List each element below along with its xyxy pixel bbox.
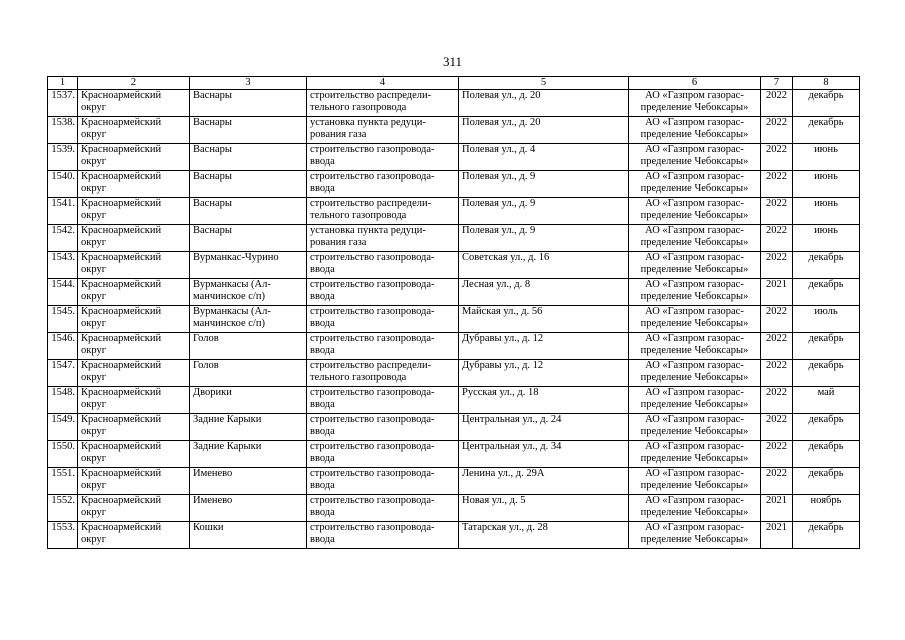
cell-line: манчинское с/п) (193, 291, 265, 302)
table-row (48, 144, 860, 171)
year-cell: 2022 (761, 360, 793, 387)
cell-line: округ (81, 372, 107, 383)
month-cell: декабрь (793, 333, 860, 360)
cell-line: АО «Газпром газорас- (645, 387, 744, 398)
column-header-1: 1 (48, 77, 78, 90)
cell-line: пределение Чебоксары» (640, 426, 749, 437)
year-cell: 2022 (761, 468, 793, 495)
cell-line: округ (81, 264, 107, 275)
locality-cell (190, 522, 307, 549)
table-row (48, 198, 860, 225)
table-row (48, 252, 860, 279)
cell-line: округ (81, 291, 107, 302)
address-cell: Центральная ул., д. 24 (459, 414, 629, 441)
cell-line: ввода (310, 345, 335, 356)
cell-line: строительство газопровода- (310, 414, 435, 425)
cell-line: манчинское с/п) (193, 318, 265, 329)
organization-cell (629, 360, 761, 387)
year-cell: 2021 (761, 279, 793, 306)
work-type-cell (307, 441, 459, 468)
work-type-cell (307, 171, 459, 198)
month-cell: май (793, 387, 860, 414)
address-cell: Полевая ул., д. 9 (459, 225, 629, 252)
cell-line: Красноармейский (81, 171, 162, 182)
month-cell: декабрь (793, 117, 860, 144)
column-header-4: 4 (307, 77, 459, 90)
district-cell (78, 306, 190, 333)
work-type-cell (307, 360, 459, 387)
table-row (48, 360, 860, 387)
cell-line: пределение Чебоксары» (640, 237, 749, 248)
locality-cell (190, 117, 307, 144)
cell-line: Задние Карыки (193, 414, 262, 425)
year-cell: 2021 (761, 522, 793, 549)
cell-line: АО «Газпром газорас- (645, 360, 744, 371)
row-number: 1551. (48, 468, 78, 495)
month-cell: декабрь (793, 441, 860, 468)
district-cell (78, 495, 190, 522)
cell-line: округ (81, 345, 107, 356)
column-header-2: 2 (78, 77, 190, 90)
address-cell: Лесная ул., д. 8 (459, 279, 629, 306)
cell-line: пределение Чебоксары» (640, 102, 749, 113)
cell-line: рования газа (310, 129, 367, 140)
cell-line: ввода (310, 453, 335, 464)
table-row (48, 441, 860, 468)
row-number: 1541. (48, 198, 78, 225)
cell-line: Красноармейский (81, 387, 162, 398)
cell-line: ввода (310, 426, 335, 437)
cell-line: АО «Газпром газорас- (645, 90, 744, 101)
row-number: 1543. (48, 252, 78, 279)
locality-cell (190, 171, 307, 198)
cell-line: округ (81, 183, 107, 194)
district-cell (78, 468, 190, 495)
district-cell (78, 387, 190, 414)
cell-line: Именево (193, 495, 233, 506)
work-type-cell (307, 279, 459, 306)
column-header-6: 6 (629, 77, 761, 90)
month-cell: ноябрь (793, 495, 860, 522)
month-cell: июнь (793, 225, 860, 252)
table-row (48, 171, 860, 198)
cell-line: округ (81, 156, 107, 167)
cell-line: Красноармейский (81, 90, 162, 101)
address-cell: Русская ул., д. 18 (459, 387, 629, 414)
address-cell: Майская ул., д. 56 (459, 306, 629, 333)
address-cell: Дубравы ул., д. 12 (459, 360, 629, 387)
address-cell: Полевая ул., д. 20 (459, 117, 629, 144)
district-cell (78, 333, 190, 360)
locality-cell (190, 441, 307, 468)
cell-line: пределение Чебоксары» (640, 318, 749, 329)
cell-line: АО «Газпром газорас- (645, 171, 744, 182)
work-type-cell (307, 90, 459, 117)
work-type-cell (307, 522, 459, 549)
row-number: 1537. (48, 90, 78, 117)
row-number: 1539. (48, 144, 78, 171)
month-cell: июнь (793, 144, 860, 171)
row-number: 1549. (48, 414, 78, 441)
cell-line: пределение Чебоксары» (640, 480, 749, 491)
cell-line: округ (81, 102, 107, 113)
column-header-5: 5 (459, 77, 629, 90)
district-cell (78, 441, 190, 468)
address-cell: Новая ул., д. 5 (459, 495, 629, 522)
organization-cell (629, 522, 761, 549)
cell-line: Вурманкасы (Ал- (193, 306, 271, 317)
cell-line: ввода (310, 534, 335, 545)
table-row (48, 414, 860, 441)
work-type-cell (307, 252, 459, 279)
cell-line: Васнары (193, 225, 232, 236)
cell-line: установка пункта редуци- (310, 117, 426, 128)
cell-line: тельного газопровода (310, 372, 407, 383)
row-number: 1538. (48, 117, 78, 144)
cell-line: строительство газопровода- (310, 522, 435, 533)
month-cell: декабрь (793, 414, 860, 441)
column-header-7: 7 (761, 77, 793, 90)
cell-line: строительство распредели- (310, 198, 432, 209)
cell-line: Красноармейский (81, 306, 162, 317)
month-cell: декабрь (793, 90, 860, 117)
organization-cell (629, 414, 761, 441)
cell-line: округ (81, 480, 107, 491)
cell-line: Красноармейский (81, 441, 162, 452)
cell-line: Васнары (193, 144, 232, 155)
address-cell: Центральная ул., д. 34 (459, 441, 629, 468)
cell-line: тельного газопровода (310, 210, 407, 221)
district-cell (78, 144, 190, 171)
locality-cell (190, 306, 307, 333)
cell-line: АО «Газпром газорас- (645, 333, 744, 344)
table-row (48, 117, 860, 144)
locality-cell (190, 198, 307, 225)
cell-line: АО «Газпром газорас- (645, 279, 744, 290)
table-row (48, 90, 860, 117)
month-cell: декабрь (793, 468, 860, 495)
organization-cell (629, 495, 761, 522)
table-row (48, 495, 860, 522)
work-type-cell (307, 117, 459, 144)
year-cell: 2022 (761, 333, 793, 360)
cell-line: округ (81, 453, 107, 464)
locality-cell (190, 225, 307, 252)
year-cell: 2022 (761, 441, 793, 468)
address-cell: Ленина ул., д. 29А (459, 468, 629, 495)
locality-cell (190, 90, 307, 117)
cell-line: строительство распредели- (310, 360, 432, 371)
cell-line: АО «Газпром газорас- (645, 225, 744, 236)
month-cell: июнь (793, 171, 860, 198)
district-cell (78, 279, 190, 306)
cell-line: Васнары (193, 90, 232, 101)
cell-line: строительство газопровода- (310, 387, 435, 398)
cell-line: Красноармейский (81, 360, 162, 371)
locality-cell (190, 360, 307, 387)
cell-line: Задние Карыки (193, 441, 262, 452)
organization-cell (629, 468, 761, 495)
cell-line: Голов (193, 360, 219, 371)
cell-line: Красноармейский (81, 252, 162, 263)
cell-line: округ (81, 507, 107, 518)
table-row (48, 387, 860, 414)
year-cell: 2022 (761, 252, 793, 279)
work-type-cell (307, 144, 459, 171)
cell-line: пределение Чебоксары» (640, 264, 749, 275)
month-cell: декабрь (793, 279, 860, 306)
cell-line: Васнары (193, 198, 232, 209)
table-body (48, 90, 860, 549)
row-number: 1544. (48, 279, 78, 306)
year-cell: 2022 (761, 117, 793, 144)
cell-line: АО «Газпром газорас- (645, 306, 744, 317)
column-header-3: 3 (190, 77, 307, 90)
cell-line: ввода (310, 156, 335, 167)
cell-line: Красноармейский (81, 333, 162, 344)
page-number: 311 (442, 54, 463, 69)
locality-cell (190, 252, 307, 279)
locality-cell (190, 333, 307, 360)
cell-line: округ (81, 210, 107, 221)
row-number: 1542. (48, 225, 78, 252)
cell-line: строительство газопровода- (310, 495, 435, 506)
work-type-cell (307, 495, 459, 522)
cell-line: строительство газопровода- (310, 252, 435, 263)
cell-line: Именево (193, 468, 233, 479)
row-number: 1546. (48, 333, 78, 360)
organization-cell (629, 306, 761, 333)
table-row (48, 225, 860, 252)
district-cell (78, 225, 190, 252)
work-type-cell (307, 387, 459, 414)
cell-line: Красноармейский (81, 414, 162, 425)
cell-line: АО «Газпром газорас- (645, 198, 744, 209)
month-cell: декабрь (793, 360, 860, 387)
cell-line: округ (81, 534, 107, 545)
row-number: 1553. (48, 522, 78, 549)
organization-cell (629, 171, 761, 198)
year-cell: 2022 (761, 90, 793, 117)
organization-cell (629, 279, 761, 306)
district-cell (78, 360, 190, 387)
cell-line: Красноармейский (81, 144, 162, 155)
cell-line: строительство газопровода- (310, 468, 435, 479)
address-cell: Татарская ул., д. 28 (459, 522, 629, 549)
cell-line: ввода (310, 318, 335, 329)
cell-line: АО «Газпром газорас- (645, 522, 744, 533)
cell-line: ввода (310, 399, 335, 410)
cell-line: ввода (310, 480, 335, 491)
cell-line: пределение Чебоксары» (640, 129, 749, 140)
cell-line: округ (81, 237, 107, 248)
address-cell: Полевая ул., д. 9 (459, 171, 629, 198)
address-cell: Полевая ул., д. 20 (459, 90, 629, 117)
cell-line: Красноармейский (81, 198, 162, 209)
address-cell: Дубравы ул., д. 12 (459, 333, 629, 360)
cell-line: пределение Чебоксары» (640, 210, 749, 221)
header-row (48, 77, 860, 90)
year-cell: 2022 (761, 171, 793, 198)
cell-line: строительство распредели- (310, 90, 432, 101)
cell-line: Красноармейский (81, 468, 162, 479)
year-cell: 2022 (761, 144, 793, 171)
row-number: 1548. (48, 387, 78, 414)
cell-line: округ (81, 129, 107, 140)
cell-line: ввода (310, 183, 335, 194)
cell-line: округ (81, 426, 107, 437)
district-cell (78, 90, 190, 117)
cell-line: строительство газопровода- (310, 171, 435, 182)
year-cell: 2022 (761, 225, 793, 252)
locality-cell (190, 468, 307, 495)
cell-line: Красноармейский (81, 225, 162, 236)
cell-line: АО «Газпром газорас- (645, 414, 744, 425)
organization-cell (629, 144, 761, 171)
cell-line: рования газа (310, 237, 367, 248)
column-header-8: 8 (793, 77, 860, 90)
cell-line: строительство газопровода- (310, 306, 435, 317)
table-row (48, 522, 860, 549)
cell-line: пределение Чебоксары» (640, 453, 749, 464)
district-cell (78, 198, 190, 225)
cell-line: пределение Чебоксары» (640, 183, 749, 194)
cell-line: установка пункта редуци- (310, 225, 426, 236)
cell-line: строительство газопровода- (310, 144, 435, 155)
cell-line: ввода (310, 264, 335, 275)
cell-line: ввода (310, 291, 335, 302)
organization-cell (629, 441, 761, 468)
work-type-cell (307, 468, 459, 495)
address-cell: Полевая ул., д. 4 (459, 144, 629, 171)
cell-line: строительство газопровода- (310, 441, 435, 452)
organization-cell (629, 117, 761, 144)
locality-cell (190, 414, 307, 441)
cell-line: пределение Чебоксары» (640, 372, 749, 383)
work-type-cell (307, 306, 459, 333)
district-cell (78, 522, 190, 549)
cell-line: Дворики (193, 387, 232, 398)
organization-cell (629, 252, 761, 279)
work-schedule-table (47, 76, 860, 549)
cell-line: пределение Чебоксары» (640, 156, 749, 167)
work-type-cell (307, 333, 459, 360)
cell-line: АО «Газпром газорас- (645, 252, 744, 263)
organization-cell (629, 225, 761, 252)
work-type-cell (307, 198, 459, 225)
year-cell: 2022 (761, 387, 793, 414)
organization-cell (629, 333, 761, 360)
cell-line: пределение Чебоксары» (640, 291, 749, 302)
year-cell: 2021 (761, 495, 793, 522)
work-type-cell (307, 414, 459, 441)
cell-line: пределение Чебоксары» (640, 534, 749, 545)
year-cell: 2022 (761, 414, 793, 441)
cell-line: Кошки (193, 522, 224, 533)
cell-line: Васнары (193, 171, 232, 182)
cell-line: АО «Газпром газорас- (645, 441, 744, 452)
cell-line: АО «Газпром газорас- (645, 495, 744, 506)
locality-cell (190, 387, 307, 414)
cell-line: строительство газопровода- (310, 279, 435, 290)
cell-line: Красноармейский (81, 279, 162, 290)
cell-line: строительство газопровода- (310, 333, 435, 344)
work-type-cell (307, 225, 459, 252)
cell-line: Голов (193, 333, 219, 344)
address-cell: Полевая ул., д. 9 (459, 198, 629, 225)
table-row (48, 306, 860, 333)
locality-cell (190, 144, 307, 171)
row-number: 1545. (48, 306, 78, 333)
row-number: 1540. (48, 171, 78, 198)
month-cell: декабрь (793, 252, 860, 279)
organization-cell (629, 387, 761, 414)
month-cell: июнь (793, 198, 860, 225)
row-number: 1547. (48, 360, 78, 387)
district-cell (78, 252, 190, 279)
cell-line: Васнары (193, 117, 232, 128)
cell-line: пределение Чебоксары» (640, 507, 749, 518)
year-cell: 2022 (761, 306, 793, 333)
row-number: 1552. (48, 495, 78, 522)
year-cell: 2022 (761, 198, 793, 225)
locality-cell (190, 279, 307, 306)
cell-line: АО «Газпром газорас- (645, 144, 744, 155)
cell-line: Красноармейский (81, 522, 162, 533)
cell-line: АО «Газпром газорас- (645, 117, 744, 128)
month-cell: декабрь (793, 522, 860, 549)
organization-cell (629, 90, 761, 117)
cell-line: ввода (310, 507, 335, 518)
district-cell (78, 171, 190, 198)
table-row (48, 468, 860, 495)
cell-line: Красноармейский (81, 117, 162, 128)
district-cell (78, 117, 190, 144)
district-cell (78, 414, 190, 441)
cell-line: АО «Газпром газорас- (645, 468, 744, 479)
cell-line: округ (81, 399, 107, 410)
month-cell: июль (793, 306, 860, 333)
cell-line: Вурманкас-Чурино (193, 252, 279, 263)
cell-line: пределение Чебоксары» (640, 345, 749, 356)
cell-line: Красноармейский (81, 495, 162, 506)
locality-cell (190, 495, 307, 522)
table-row (48, 279, 860, 306)
cell-line: Вурманкасы (Ал- (193, 279, 271, 290)
cell-line: округ (81, 318, 107, 329)
row-number: 1550. (48, 441, 78, 468)
cell-line: тельного газопровода (310, 102, 407, 113)
address-cell: Советская ул., д. 16 (459, 252, 629, 279)
table-row (48, 333, 860, 360)
cell-line: пределение Чебоксары» (640, 399, 749, 410)
organization-cell (629, 198, 761, 225)
